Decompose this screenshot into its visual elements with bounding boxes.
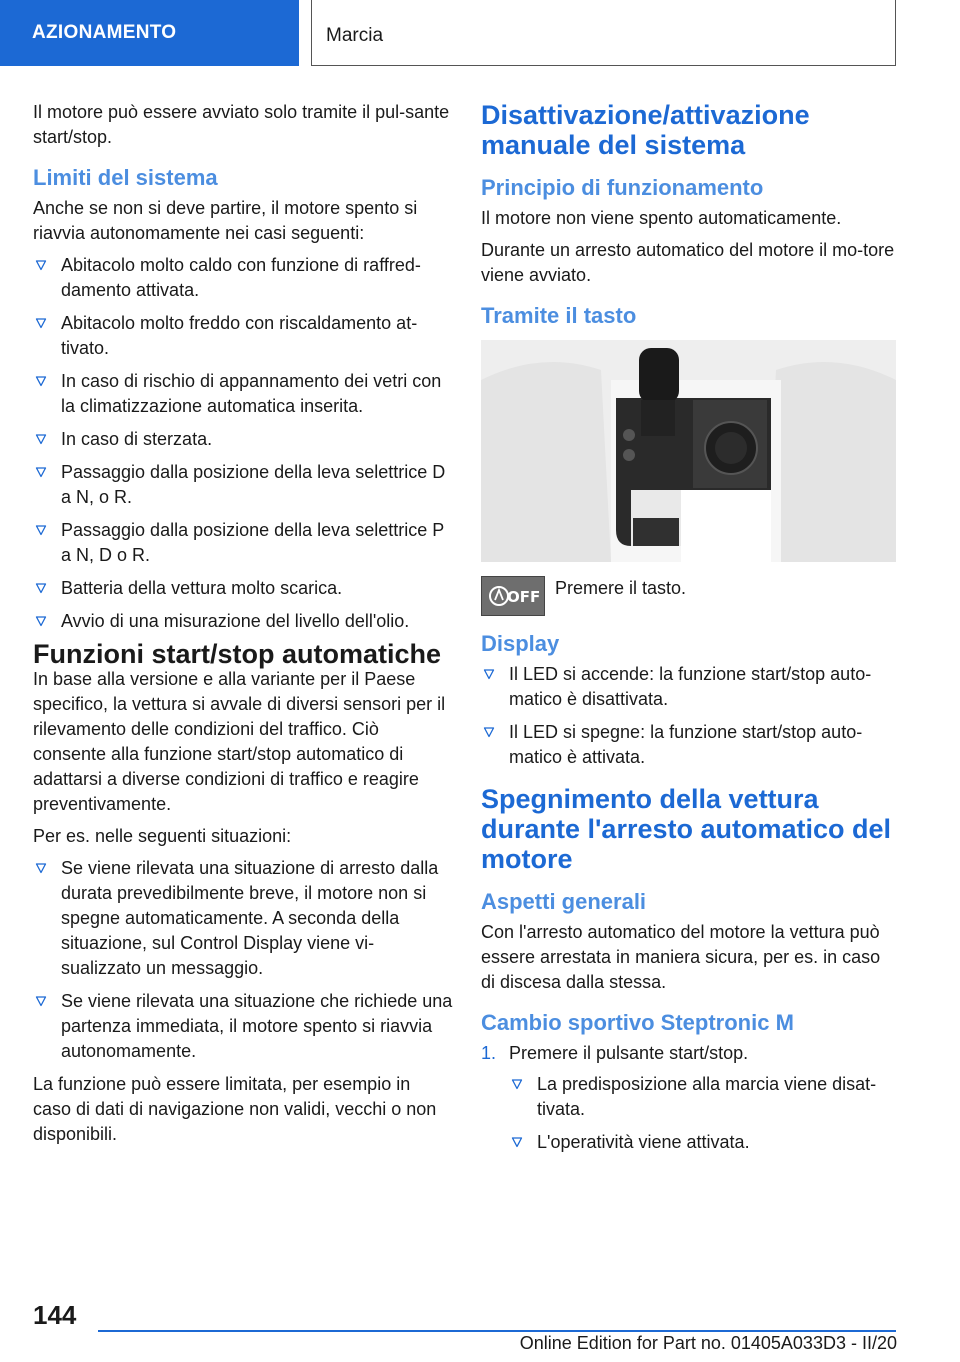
auto-limitation-text: La funzione può essere limitata, per esempio in caso di dati di navigazione non validi, vecchi o non disponibili. — [33, 1074, 437, 1144]
off-key-row — [481, 576, 896, 616]
press-key-text: Premere il tasto. — [555, 578, 687, 598]
triangle-bullet-icon — [35, 259, 47, 271]
footer-divider — [98, 1330, 896, 1332]
page-number: 144 — [33, 1300, 77, 1330]
limits-text: Anche se non si deve partire, il motore spento si riavvia autonomamente nei casi seguenti: — [33, 198, 418, 243]
left-column — [33, 100, 453, 1154]
list-item — [33, 311, 453, 361]
list-item-text: Avvio di una misurazione del livello dell'olio. — [61, 611, 410, 631]
right-column — [481, 100, 896, 1163]
list-item — [33, 609, 453, 634]
list-item — [33, 576, 453, 601]
list-item-text: Batteria della vettura molto scarica. — [61, 578, 343, 598]
triangle-bullet-icon — [511, 1136, 523, 1148]
list-item — [33, 989, 453, 1064]
list-item — [509, 1130, 896, 1155]
list-item-text: In caso di rischio di appannamento dei vetri con la climatizzazione automatica inserita. — [61, 371, 442, 416]
list-item-text: Abitacolo molto caldo con funzione di raffred-damento attivata. — [61, 255, 421, 300]
step-number: 1. — [481, 1043, 497, 1063]
triangle-bullet-icon — [483, 726, 495, 738]
triangle-bullet-icon — [35, 615, 47, 627]
list-item-text: Abitacolo molto freddo con riscaldamento at-tivato. — [61, 313, 418, 358]
list-item-text: La predisposizione alla marcia viene disat-tivata. — [537, 1074, 877, 1119]
triangle-bullet-icon — [35, 466, 47, 478]
triangle-bullet-icon — [35, 995, 47, 1007]
chapter-title: Marcia — [311, 0, 896, 66]
intro-paragraph: Il motore può essere avviato solo tramite il pul-sante start/stop. — [33, 102, 450, 147]
list-item — [33, 856, 453, 981]
triangle-bullet-icon — [35, 433, 47, 445]
limits-heading: Limiti del sistema — [33, 165, 218, 190]
triangle-bullet-icon — [35, 317, 47, 329]
triangle-bullet-icon — [35, 862, 47, 874]
start-stop-off-button[interactable] — [481, 576, 545, 616]
list-item — [33, 369, 453, 419]
list-item-text: L'operatività viene attivata. — [537, 1132, 750, 1152]
display-heading: Display — [481, 631, 560, 656]
display-list — [481, 662, 896, 770]
list-item — [33, 518, 453, 568]
step-item — [481, 1041, 896, 1155]
list-item — [33, 427, 453, 452]
list-item — [481, 662, 896, 712]
shutdown-heading: Spegnimento della vettura durante l'arresto automatico del motore — [481, 784, 892, 874]
edition-footer: Online Edition for Part no. 01405A033D3 - II/20 — [519, 1333, 897, 1353]
list-item — [33, 253, 453, 303]
button-heading: Tramite il tasto — [481, 303, 637, 328]
list-item-text: Se viene rilevata una situazione di arresto dalla durata prevedibilmente breve, il motore non si spegne automaticamente. A seconda della situazione, sul Control Display viene vi-sualizzato un messaggio. — [61, 858, 439, 978]
triangle-bullet-icon — [35, 582, 47, 594]
manual-heading: Disattivazione/attivazione manuale del sistema — [481, 100, 810, 160]
center-console-photo — [481, 340, 896, 562]
list-item-text: In caso di sterzata. — [61, 429, 213, 449]
list-item-text: Il LED si spegne: la funzione start/stop auto-matico è attivata. — [509, 722, 863, 767]
list-item — [481, 720, 896, 770]
list-item-text: Passaggio dalla posizione della leva selettrice D a N, o R. — [61, 462, 446, 507]
auto-examples-intro: Per es. nelle seguenti situazioni: — [33, 826, 292, 846]
off-key-label: OFF — [507, 588, 541, 606]
list-item — [509, 1072, 896, 1122]
triangle-bullet-icon — [483, 668, 495, 680]
principle-text-2: Durante un arresto automatico del motore il mo-tore viene avviato. — [481, 240, 895, 285]
triangle-bullet-icon — [35, 524, 47, 536]
list-item-text: Il LED si accende: la funzione start/stop auto-matico è disattivata. — [509, 664, 872, 709]
section-tab[interactable]: AZIONAMENTO — [0, 0, 299, 66]
auto-list — [33, 856, 453, 1064]
steptronic-steps — [481, 1041, 896, 1155]
auto-heading: Funzioni start/stop automatiche — [33, 639, 442, 669]
limits-list — [33, 253, 453, 634]
list-item-text: Se viene rilevata una situazione che richiede una partenza immediata, il motore spento si riavvia autonomamente. — [61, 991, 453, 1061]
list-item — [33, 460, 453, 510]
list-item-text: Passaggio dalla posizione della leva selettrice P a N, D o R. — [61, 520, 444, 565]
auto-text: In base alla versione e alla variante per il Paese specifico, la vettura si avvale di diversi sensori per il rilevamento delle condizioni del traffico. Ciò consente alla funzione start/stop automatico di adattarsi a diverse condizioni di traffico e reagire preventivamente. — [33, 669, 446, 814]
triangle-bullet-icon — [35, 375, 47, 387]
step-sublist — [509, 1072, 896, 1155]
principle-text-1: Il motore non viene spento automaticamente. — [481, 208, 842, 228]
triangle-bullet-icon — [511, 1078, 523, 1090]
general-heading: Aspetti generali — [481, 889, 647, 914]
principle-heading: Principio di funzionamento — [481, 175, 764, 200]
general-text: Con l'arresto automatico del motore la vettura può essere arrestata in maniera sicura, per es. in caso di discesa dalla stessa. — [481, 922, 881, 992]
step-text: Premere il pulsante start/stop. — [509, 1043, 749, 1063]
steptronic-heading: Cambio sportivo Steptronic M — [481, 1010, 794, 1035]
